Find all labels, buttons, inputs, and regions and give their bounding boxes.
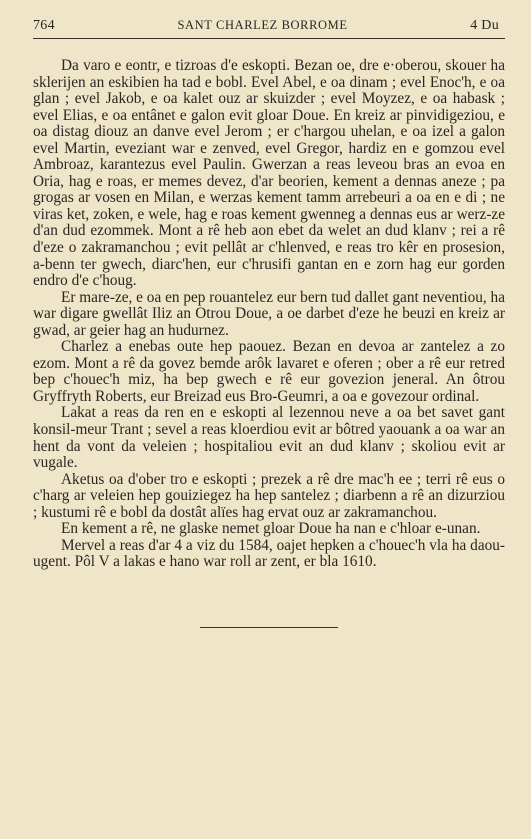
paragraph: Er mare-ze, e oa en pep rouantelez eur bern tud dallet gant neventiou, ha war digare gwellât Iliz an Otrou Doue, a oe darbet d'eze he beuzi en kreiz ar gwad, ar geier hag an hudurnez. bbox=[33, 288, 505, 339]
paragraph: Charlez a enebas oute hep paouez. Bezan en devoa ar zantelez a zo ezom. Mont a rê da govez bemde arôk lavaret e oferen ; ober a rê eur retred bep c'houec'h miz, ha bep gwech e rê eur govezion jeneral. An ôtrou Gryffryth Roberts, eur Breizad eus Bro-Geumri, a oa e govezour ordinal. bbox=[33, 338, 505, 405]
body-text bbox=[33, 58, 505, 571]
running-header bbox=[33, 18, 505, 34]
date-marker: 4 Du bbox=[470, 18, 499, 33]
paragraph: Mervel a reas d'ar 4 a viz du 1584, oajet hepken a c'houec'h vla ha daou-ugent. Pôl V a lakas e hano war roll ar zent, er bla 1610. bbox=[33, 536, 505, 571]
end-rule bbox=[200, 627, 338, 628]
running-title: SANT CHARLEZ BORROME bbox=[177, 18, 348, 32]
paragraph: En kement a rê, ne glaske nemet gloar Doue ha nan e c'hloar e-unan. bbox=[61, 520, 481, 538]
header-rule bbox=[33, 38, 505, 39]
paragraph: Da varo e eontr, e tizroas d'e eskopti. Bezan oe, dre e·oberou, skouer ha sklerijen an eskibien ha tad e bobl. Evel Abel, e oa dinam ; evel Enoc'h, e oa glan ; evel Jakob, e oa kalet ouz ar skuizder ; evel Moyzez, e oa habask ; evel Elias, e oa entânet e galon evit gloar Doue. En kreiz ar pinvidigeziou, e oa distag diouz an danve evel Jerom ; er c'hargou uhelan, e oa izel a galon evel Martin, eveziant war e zenved, evel Gregor, hardiz en e gomzou evel Ambroaz, karantezus evel Paulin. Gwerzan a reas leveou bras an evoa en Oria, hag e roas, er memes devez, d'ar beorien, kement a dennas aneze ; pa grogas ar vosen en Milan, e werzas kement tamm arrebeuri a oa en e di ; ne viras ket, zoken, e wele, hag e roas kement gwenneg a dennas eus ar werz-ze d'an dud ezommek. Mont a rê heb aon ebet da welet an dud klanv ; rei a rê d'eze o zakramanchou ; evit pellât ar c'hlenved, e reas tro kêr en prosesion, a-benn ter gwech, diarc'hen, eur c'hrusifi gantan en e zorn hag eur gorden endro d'e c'houg. bbox=[33, 57, 505, 290]
paragraph: Lakat a reas da ren en e eskopti al lezennou neve a oa bet savet gant konsil-meur Trant ; sevel a reas kloerdiou evit ar bôtred yaouank a oa war an hent da vont da veleien ; hospitaliou evit an dud klanv ; skoliou evit ar vugale. bbox=[33, 404, 505, 472]
page-number: 764 bbox=[33, 18, 55, 33]
paragraph: Aketus oa d'ober tro e eskopti ; prezek a rê dre mac'h ee ; terri rê eus o c'harg ar veleien hep gouiziegez ha hep santelez ; diarbenn a rê an dizurziou ; kustumi rê e bobl da dostât alïes hag ervat ouz ar zakramanchou. bbox=[33, 470, 505, 521]
